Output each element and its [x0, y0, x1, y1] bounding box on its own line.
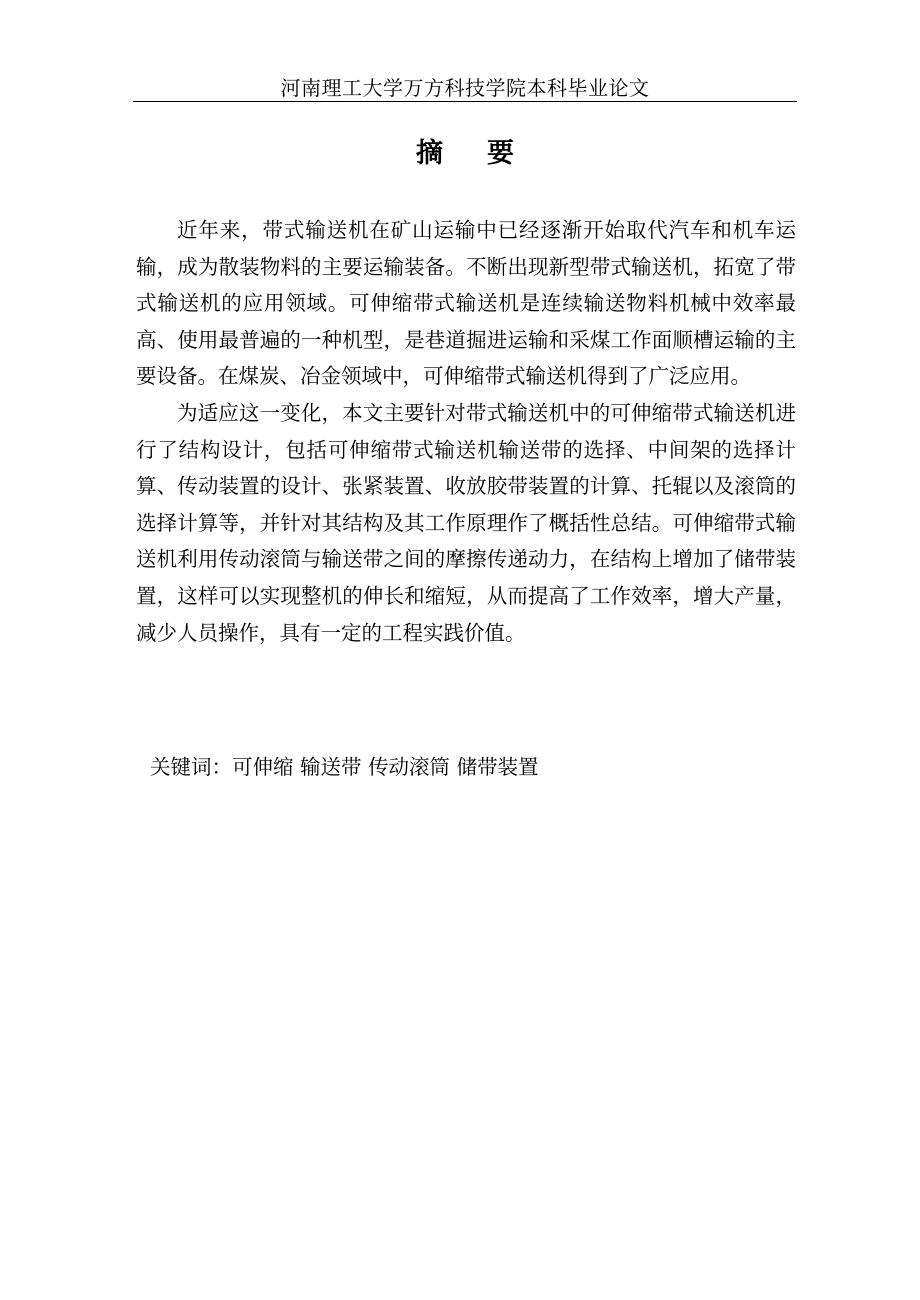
abstract-title: 摘要 — [416, 138, 558, 169]
keyword-3: 传动滚筒 — [368, 755, 451, 779]
abstract-paragraph-1: 近年来，带式输送机在矿山运输中已经逐渐开始取代汽车和机车运输，成为散装物料的主要运输装备。不断出现新型带式输送机，拓宽了带式输送机的应用领域。可伸缩带式输送机是连续输送物料机械中效率最高、使用最普遍的一种机型，是巷道掘进运输和采煤工作面顺槽运输的主要设备。在煤炭、冶金领域中，可伸缩带式输送机得到了广泛应用。 — [136, 218, 796, 389]
keyword-2: 输送带 — [300, 755, 362, 779]
keyword-4: 储带装置 — [456, 755, 539, 779]
abstract-paragraph-2: 为适应这一变化，本文主要针对带式输送机中的可伸缩带式输送机进行了结构设计，包括可伸缩带式输送机输送带的选择、中间架的选择计算、传动装置的设计、张紧装置、收放胶带装置的计算、托辊以及滚筒的选择计算等，并针对其结构及其工作原理作了概括性总结。可伸缩带式输送机利用传动滚筒与输送带之间的摩擦传递动力，在结构上增加了储带装置，这样可以实现整机的伸长和缩短，从而提高了工作效率，增大产量，减少人员操作，具有一定的工程实践价值。 — [136, 400, 796, 645]
keywords-line — [150, 752, 539, 782]
header-rule — [133, 101, 797, 102]
keywords-label: 关键词： — [150, 755, 232, 779]
keyword-1: 可伸缩 — [232, 755, 294, 779]
abstract-body — [136, 212, 796, 651]
running-header: 河南理工大学万方科技学院本科毕业论文 — [280, 76, 650, 100]
